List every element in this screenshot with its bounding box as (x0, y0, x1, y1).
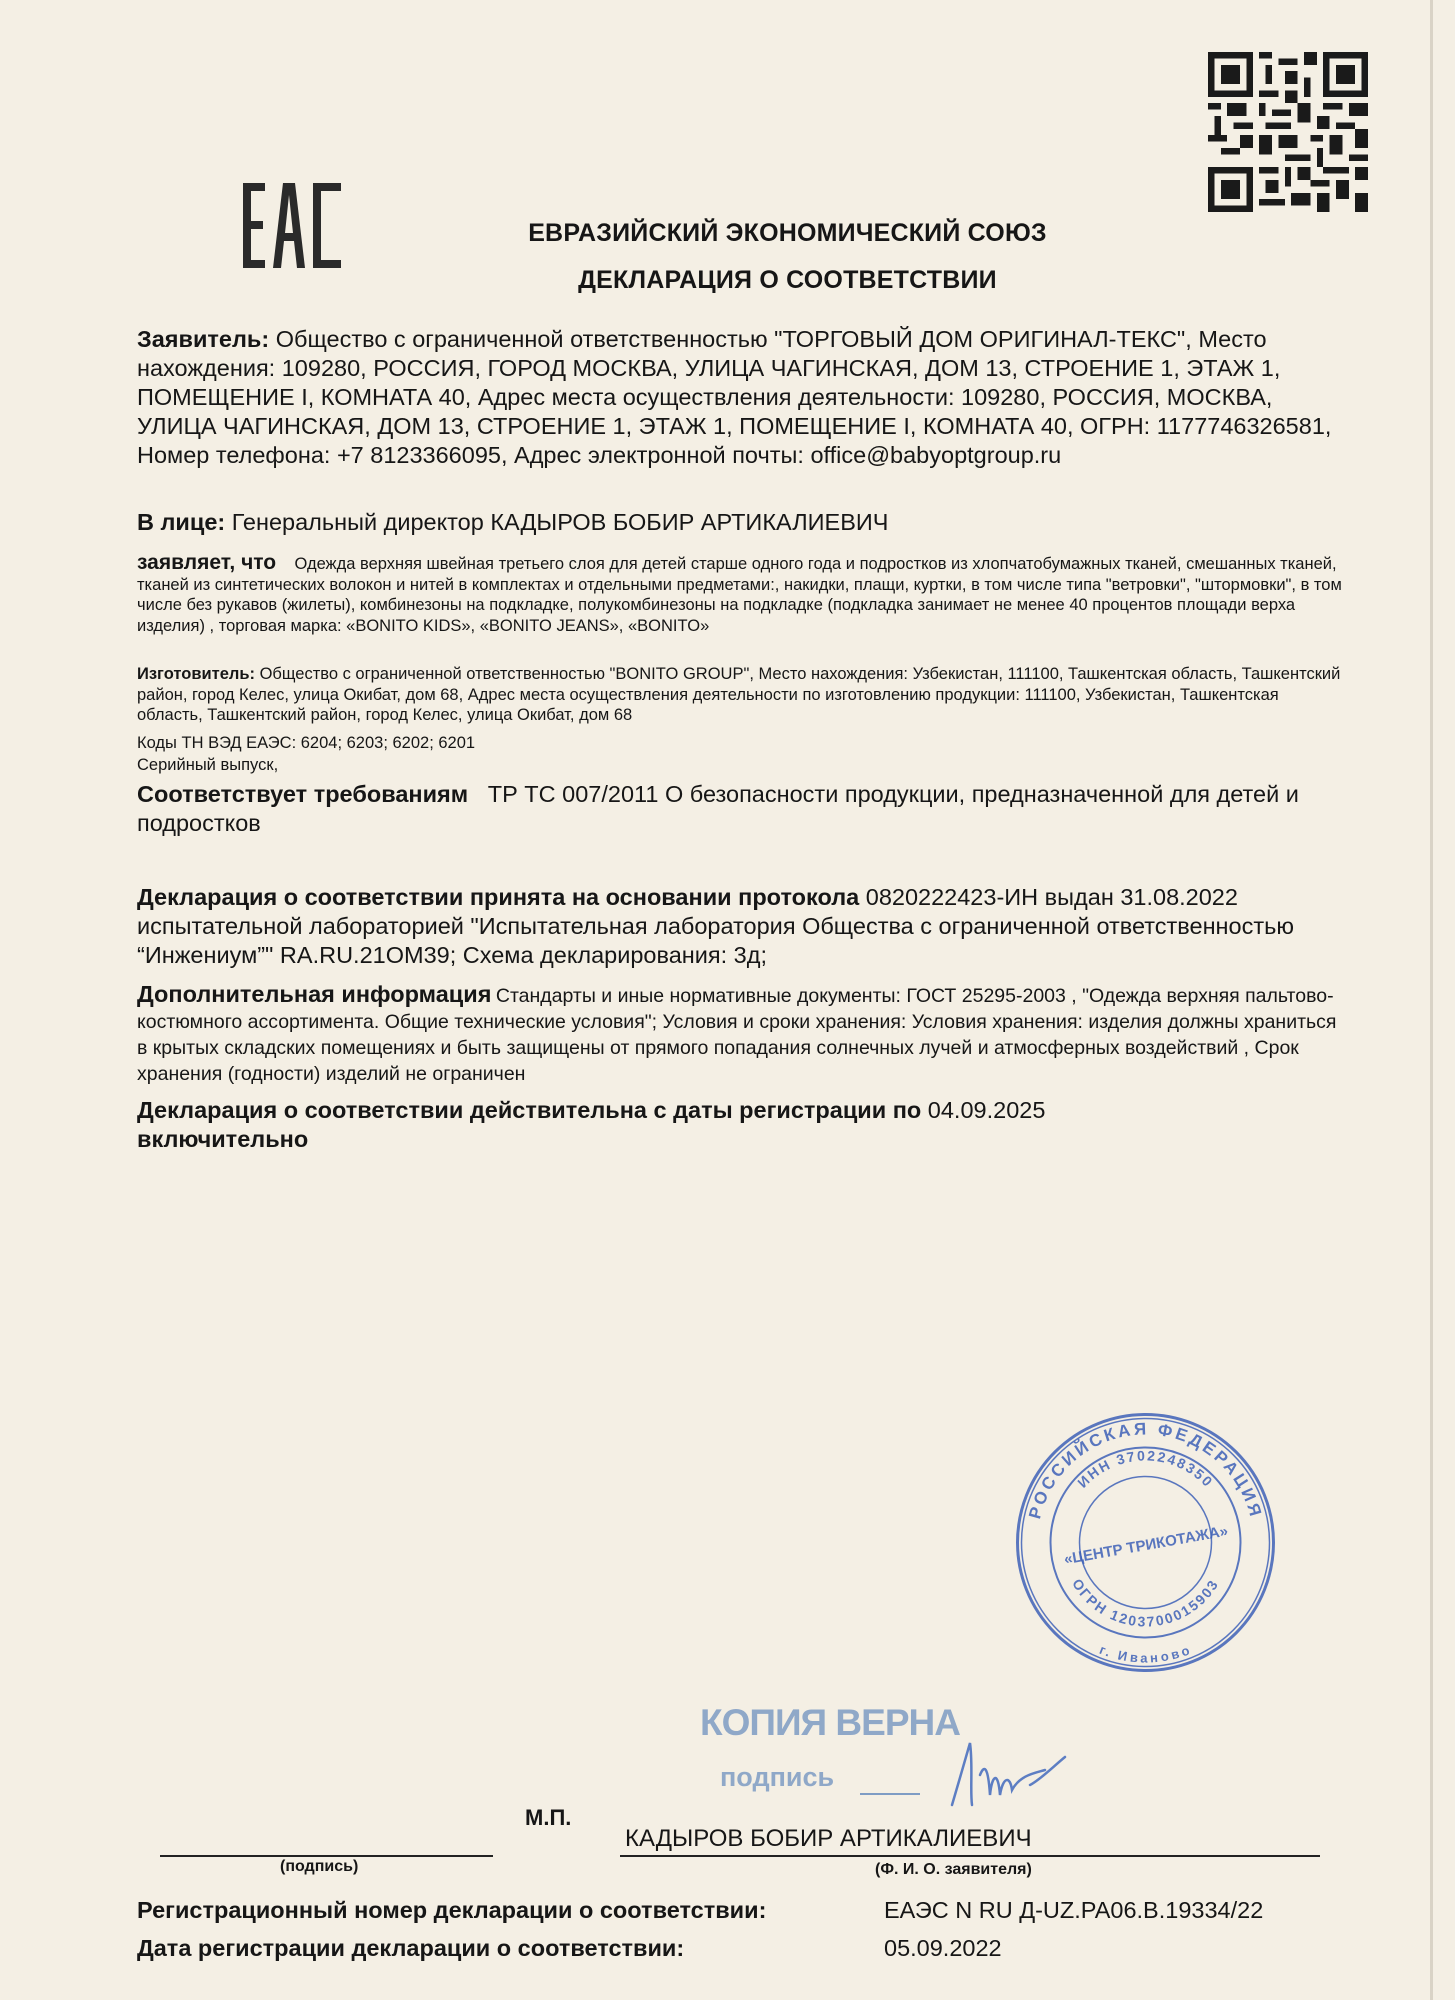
representative-label: В лице: (137, 509, 226, 535)
representative-text: Генеральный директор КАДЫРОВ БОБИР АРТИКАЛИЕВИЧ (231, 509, 889, 535)
validity-label: Декларация о соответствии действительна с даты регистрации по (137, 1097, 922, 1123)
validity-section (137, 1096, 1347, 1154)
seal-city-text: г. Иваново (1097, 1641, 1194, 1666)
union-title: ЕВРАЗИЙСКИЙ ЭКОНОМИЧЕСКИЙ СОЮЗ (528, 219, 1047, 247)
handwritten-signature (940, 1735, 1070, 1815)
copy-stamp-sign-label: подпись (720, 1762, 835, 1792)
hs-codes: Коды ТН ВЭД ЕАЭС: 6204; 6203; 6202; 6201 (137, 734, 476, 752)
conforms-text: ТР ТС 007/2011 О безопасности продукции, предназначенной для детей и подростков (137, 781, 1299, 836)
declares-section (137, 553, 1347, 636)
copy-certified-stamp: КОПИЯ ВЕРНА (700, 1702, 960, 1743)
seal-inn-text: ИНН 3702248350 (1074, 1447, 1217, 1491)
svg-text:РОССИЙСКАЯ ФЕДЕРАЦИЯ (1025, 1419, 1266, 1521)
name-caption: (Ф. И. О. заявителя) (875, 1861, 1032, 1878)
seal-ogrn-text: ОГРН 1203700015903 (1069, 1575, 1222, 1630)
applicant-section (137, 325, 1347, 470)
additional-section (137, 982, 1347, 1088)
representative-section (137, 508, 1347, 537)
signature-line (160, 1855, 493, 1857)
validity-suffix: включительно (137, 1126, 309, 1152)
company-seal (1013, 1410, 1278, 1675)
registration-date-label: Дата регистрации декларации о соответствии: (137, 1935, 685, 1961)
svg-text:ИНН 3702248350 (1074, 1447, 1217, 1490)
document-title: ДЕКЛАРАЦИЯ О СООТВЕТСТВИИ (578, 266, 997, 294)
registration-date: 05.09.2022 (884, 1935, 1002, 1961)
qr-code-icon (1208, 52, 1368, 212)
conforms-section (137, 780, 1347, 838)
signature-caption: (подпись) (280, 1858, 359, 1875)
manufacturer-text: Общество с ограниченной ответственностью "BONITO GROUP", Место нахождения: Узбекистан, 111100, Ташкентская область, Ташкентский район, город Келес, улица Окибат, дом 68, Адрес места осуществления деятельности по изготовлению продукции: 111100, Узбекистан, Ташкентская область, Ташкентский район, город Келес, улица Окибат, дом 68 (137, 665, 1341, 724)
additional-label: Дополнительная информация (137, 981, 492, 1007)
applicant-label: Заявитель: (137, 326, 270, 352)
name-line (620, 1855, 1320, 1857)
registration-number-label: Регистрационный номер декларации о соответствии: (137, 1897, 767, 1923)
basis-text: 0820222423-ИН выдан 31.08.2022 испытательной лабораторией "Испытательная лаборатория Общества с ограниченной ответственностью “Инжениум”" RA.RU.21ОМ39; Схема декларирования: 3д; (137, 884, 1294, 968)
seal-center-text: «ЦЕНТР ТРИКОТАЖА» (1062, 1522, 1230, 1569)
basis-section (137, 883, 1347, 970)
applicant-text: Общество с ограниченной ответственностью "ТОРГОВЫЙ ДОМ ОРИГИНАЛ-ТЕКС", Место нахождения: 109280, РОССИЯ, ГОРОД МОСКВА, УЛИЦА ЧАГИНСКАЯ, ДОМ 13, СТРОЕНИЕ 1, ЭТАЖ 1, ПОМЕЩЕНИЕ I, КОМНАТА 40, Адрес места осуществления деятельности: 109280, РОССИЯ, МОСКВА, УЛИЦА ЧАГИНСКАЯ, ДОМ 13, СТРОЕНИЕ 1, ЭТАЖ 1, ПОМЕЩЕНИЕ I, КОМНАТА 40, ОГРН: 1177746326581, Номер телефона: +7 8123366095, Адрес электронной почты: office@babyoptgroup.ru (137, 326, 1332, 468)
manufacturer-label: Изготовитель: (137, 665, 255, 683)
page-edge (1430, 0, 1433, 2000)
serial-release: Серийный выпуск, (137, 756, 279, 774)
declares-text: Одежда верхняя швейная третьего слоя для детей старше одного года и подростков из хлопчатобумажных тканей, смешанных тканей, тканей из синтетических волокон и нитей в комплектах и отдельными предметами:, накидки, плащи, куртки, в том числе типа "ветровки", "штормовки", в том числе без рукавов (жилеты), комбинезоны на подкладке, полукомбинезоны на подкладке (подкладка занимает не менее 40 процентов площади верха изделия) , торговая марка: «BONITO KIDS», «BONITO JEANS», «BONITO» (137, 555, 1342, 635)
validity-date: 04.09.2025 (927, 1097, 1046, 1123)
applicant-name: КАДЫРОВ БОБИР АРТИКАЛИЕВИЧ (625, 1825, 1032, 1852)
manufacturer-section (137, 664, 1347, 726)
seal-outer-text: РОССИЙСКАЯ ФЕДЕРАЦИЯ (1025, 1419, 1266, 1521)
copy-stamp-sign-line (860, 1793, 920, 1795)
seal-place-label: М.П. (525, 1805, 572, 1830)
declares-label: заявляет, что (137, 551, 277, 574)
conforms-label: Соответствует требованиям (137, 781, 469, 807)
registration-number: ЕАЭС N RU Д-UZ.PA06.B.19334/22 (884, 1897, 1264, 1923)
basis-label: Декларация о соответствии принята на основании протокола (137, 884, 860, 910)
additional-text: Стандарты и иные нормативные документы: ГОСТ 25295-2003 , "Одежда верхняя пальтово-костюмного ассортимента. Общие технические условия"; Условия и сроки хранения: Условия хранения: изделия должны храниться в крытых складских помещениях и быть защищены от прямого попадания солнечных лучей и атмосферных воздействий , Срок хранения (годности) изделий не ограничен (137, 985, 1337, 1085)
